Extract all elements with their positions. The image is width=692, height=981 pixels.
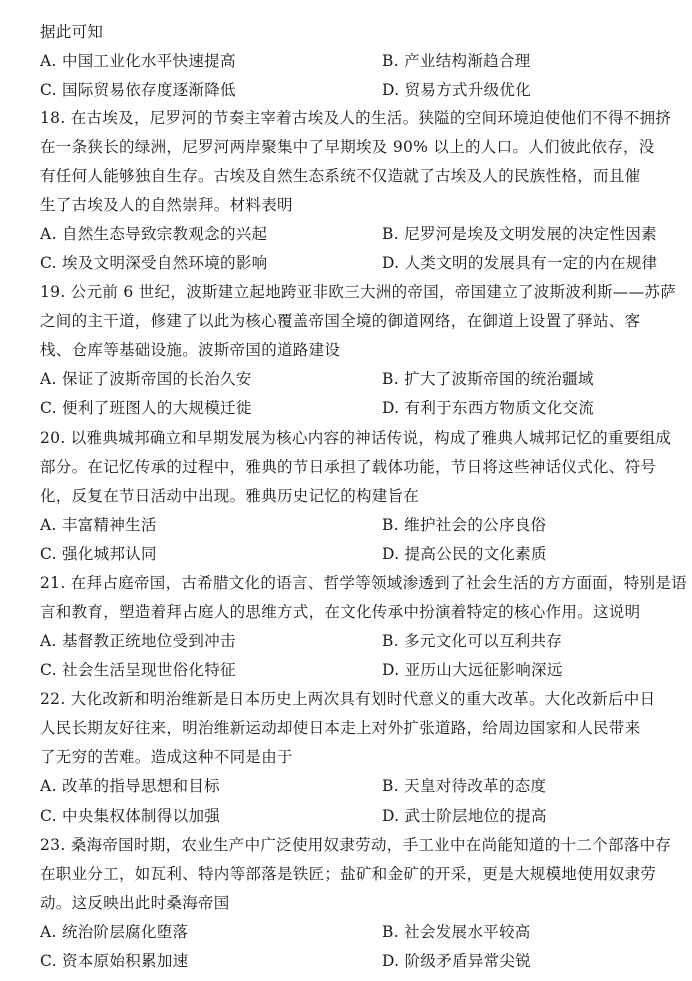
question-stem-line: 化，反复在节日活动中出现。雅典历史记忆的构建旨在 bbox=[40, 487, 420, 505]
option-d: D. 有利于东西方物质文化交流 bbox=[382, 399, 595, 417]
intro-option-a: A. 中国工业化水平快速提高 bbox=[40, 52, 236, 70]
option-d: D. 人类文明的发展具有一定的内在规律 bbox=[382, 254, 658, 272]
question-stem-line: 生了古埃及人的自然崇拜。材料表明 bbox=[40, 196, 293, 214]
question-stem-line: 18. 在古埃及，尼罗河的节奏主宰着古埃及人的生活。狭隘的空间环境迫使他们不得不拥挤 bbox=[40, 109, 672, 127]
question-stem-line: 有任何人能够独自生存。古埃及自然生态系统不仅造就了古埃及人的民族性格，而且催 bbox=[40, 167, 641, 185]
intro-text: 据此可知 bbox=[40, 23, 104, 41]
option-b: B. 扩大了波斯帝国的统治疆域 bbox=[382, 370, 594, 388]
question-stem-line: 动。这反映出此时桑海帝国 bbox=[40, 894, 230, 912]
option-a: A. 基督教正统地位受到冲击 bbox=[40, 632, 236, 650]
option-b: B. 维护社会的公序良俗 bbox=[382, 516, 547, 534]
option-c: C. 资本原始积累加速 bbox=[40, 952, 189, 970]
option-c: C. 便利了班图人的大规模迁徙 bbox=[40, 399, 252, 417]
option-b: B. 社会发展水平较高 bbox=[382, 923, 531, 941]
question-stem-line: 栈、仓库等基础设施。波斯帝国的道路建设 bbox=[40, 341, 341, 359]
option-b: B. 天皇对待改革的态度 bbox=[382, 777, 547, 795]
option-a: A. 保证了波斯帝国的长治久安 bbox=[40, 370, 252, 388]
intro-option-c: C. 国际贸易依存度逐渐降低 bbox=[40, 81, 236, 99]
option-d: D. 阶级矛盾异常尖锐 bbox=[382, 952, 532, 970]
intro-option-d: D. 贸易方式升级优化 bbox=[382, 81, 532, 99]
option-d: D. 亚历山大远征影响深远 bbox=[382, 661, 563, 679]
intro-option-b: B. 产业结构渐趋合理 bbox=[382, 52, 531, 70]
option-a: A. 自然生态导致宗教观念的兴起 bbox=[40, 225, 268, 243]
option-b: B. 尼罗河是埃及文明发展的决定性因素 bbox=[382, 225, 657, 243]
option-d: D. 武士阶层地位的提高 bbox=[382, 807, 547, 825]
option-c: C. 埃及文明深受自然环境的影响 bbox=[40, 254, 268, 272]
option-c: C. 强化城邦认同 bbox=[40, 545, 157, 563]
option-a: A. 丰富精神生活 bbox=[40, 516, 157, 534]
question-stem-line: 20. 以雅典城邦确立和早期发展为核心内容的神话传说，构成了雅典人城邦记忆的重要组成 bbox=[40, 429, 672, 447]
question-stem-line: 之间的主干道，修建了以此为核心覆盖帝国全境的御道网络，在御道上设置了驿站、客 bbox=[40, 312, 641, 330]
question-stem-line: 在一条狭长的绿洲，尼罗河两岸聚集中了早期埃及 90% 以上的人口。人们彼此依存，没 bbox=[40, 138, 655, 156]
option-c: C. 中央集权体制得以加强 bbox=[40, 807, 221, 825]
question-stem-line: 言和教育，塑造着拜占庭人的思维方式，在文化传承中扮演着特定的核心作用。这说明 bbox=[40, 603, 641, 621]
question-stem-line: 了无穷的苦难。造成这种不同是由于 bbox=[40, 748, 293, 766]
option-b: B. 多元文化可以互利共存 bbox=[382, 632, 563, 650]
question-stem-line: 19. 公元前 6 世纪，波斯建立起地跨亚非欧三大洲的帝国，帝国建立了波斯波利斯——苏萨 bbox=[40, 283, 676, 301]
question-stem-line: 22. 大化改新和明治维新是日本历史上两次具有划时代意义的重大改革。大化改新后中日 bbox=[40, 690, 656, 708]
option-a: A. 改革的指导思想和目标 bbox=[40, 777, 220, 795]
option-a: A. 统治阶层腐化堕落 bbox=[40, 923, 189, 941]
option-c: C. 社会生活呈现世俗化特征 bbox=[40, 661, 236, 679]
question-stem-line: 在职业分工，如瓦利、特内等部落是铁匠；盐矿和金矿的开采，更是大规模地使用奴隶劳 bbox=[40, 865, 657, 883]
option-d: D. 提高公民的文化素质 bbox=[382, 545, 547, 563]
question-stem-line: 人民长期友好往来，明治维新运动却使日本走上对外扩张道路，给周边国家和人民带来 bbox=[40, 719, 641, 737]
question-stem-line: 21. 在拜占庭帝国，古希腊文化的语言、哲学等领域渗透到了社会生活的方方面面，特别是语 bbox=[40, 574, 687, 592]
question-stem-line: 23. 桑海帝国时期，农业生产中广泛使用奴隶劳动，手工业中在尚能知道的十二个部落中存 bbox=[40, 836, 672, 854]
question-stem-line: 部分。在记忆传承的过程中，雅典的节日承担了载体功能，节日将这些神话仪式化、符号 bbox=[40, 458, 657, 476]
